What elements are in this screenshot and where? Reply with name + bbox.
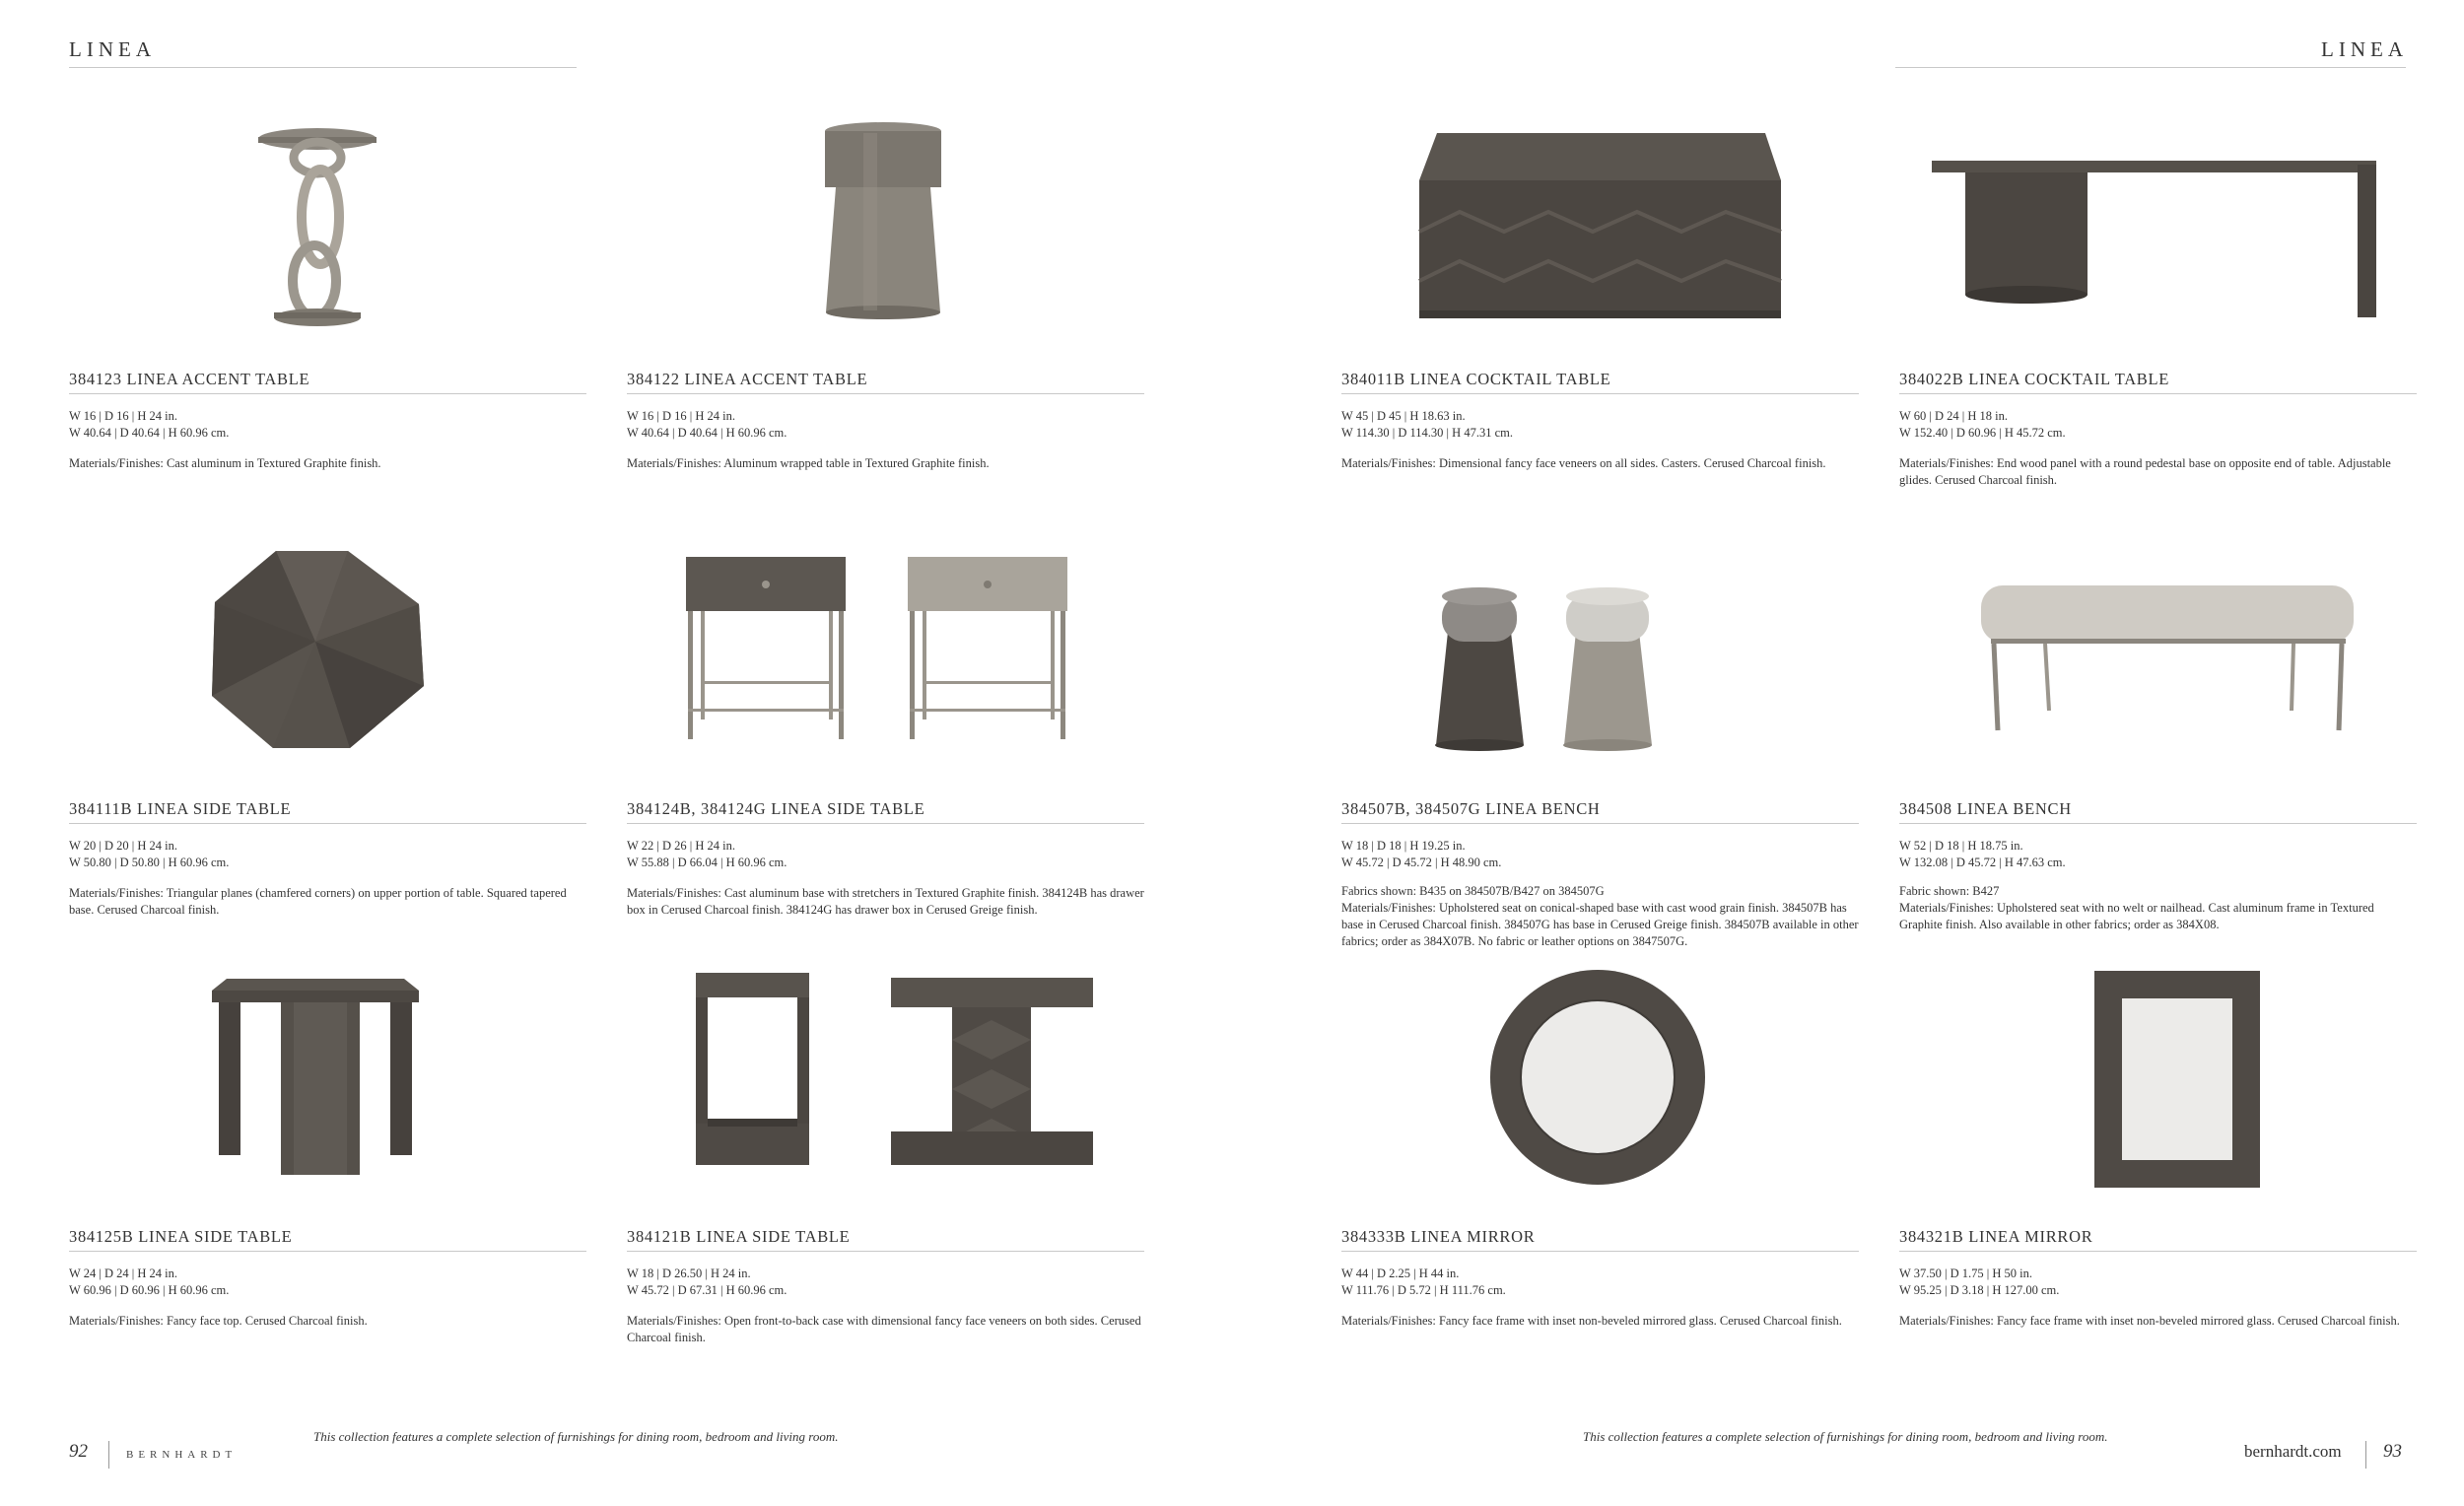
- right-header-rule: [1895, 67, 2406, 68]
- product-image: [1899, 533, 2417, 799]
- product-dimensions: [627, 838, 1144, 871]
- product-image: [69, 103, 586, 370]
- dimensions-inches: W 37.50 | D 1.75 | H 50 in.: [1899, 1266, 2032, 1280]
- product-image: [69, 961, 586, 1227]
- left-footer-divider: [108, 1441, 109, 1469]
- product-materials: Materials/Finishes: Open front-to-back case with dimensional fancy face veneers on both sides. Cerused Charcoal finish.: [627, 1314, 1141, 1344]
- dimensions-inches: W 16 | D 16 | H 24 in.: [627, 409, 735, 423]
- side-table-drawer-pair-illustration: [627, 533, 1144, 799]
- product-card-384022B: [1899, 103, 2417, 489]
- dimensions-cm: W 50.80 | D 50.80 | H 60.96 cm.: [69, 856, 230, 869]
- dimensions-cm: W 114.30 | D 114.30 | H 47.31 cm.: [1341, 426, 1513, 440]
- product-image: [1341, 961, 1859, 1227]
- dimensions-inches: W 20 | D 20 | H 24 in.: [69, 839, 177, 853]
- product-dimensions: [69, 408, 586, 442]
- product-title: 384507B, 384507G LINEA BENCH: [1341, 799, 1859, 824]
- product-materials: Materials/Finishes: Cast aluminum base with stretchers in Textured Graphite finish. 384124B has drawer box in Cerused Charcoal finish. 384124G has drawer box in Cerused Greige finish.: [627, 886, 1144, 917]
- right-collection-note: This collection features a complete selection of furnishings for dining room, bedroom and living room.: [1583, 1429, 2108, 1444]
- product-dimensions: [1899, 1266, 2417, 1299]
- product-title: 384321B LINEA MIRROR: [1899, 1227, 2417, 1252]
- accent-table-drum-illustration: [627, 103, 1144, 370]
- dimensions-inches: W 22 | D 26 | H 24 in.: [627, 839, 735, 853]
- product-title: 384122 LINEA ACCENT TABLE: [627, 370, 1144, 394]
- product-card-384321B: [1899, 961, 2417, 1330]
- product-dimensions: [1899, 838, 2417, 871]
- product-dimensions: [69, 838, 586, 871]
- bench-long-illustration: [1899, 533, 2417, 799]
- dimensions-cm: W 45.72 | D 45.72 | H 48.90 cm.: [1341, 856, 1502, 869]
- dimensions-inches: W 52 | D 18 | H 18.75 in.: [1899, 839, 2023, 853]
- product-dimensions: [627, 1266, 1144, 1299]
- product-dimensions: [1341, 1266, 1859, 1299]
- product-materials: Materials/Finishes: Aluminum wrapped table in Textured Graphite finish.: [627, 456, 990, 470]
- product-card-384011B: [1341, 103, 1859, 472]
- dimensions-inches: W 44 | D 2.25 | H 44 in.: [1341, 1266, 1460, 1280]
- product-image: [1899, 103, 2417, 370]
- product-card-384111B: [69, 533, 586, 919]
- left-page-title: LINEA: [69, 37, 156, 61]
- dimensions-inches: W 18 | D 18 | H 19.25 in.: [1341, 839, 1466, 853]
- product-dimensions: [1899, 408, 2417, 442]
- dimensions-cm: W 60.96 | D 60.96 | H 60.96 cm.: [69, 1283, 230, 1297]
- dimensions-cm: W 132.08 | D 45.72 | H 47.63 cm.: [1899, 856, 2066, 869]
- product-title: 384011B LINEA COCKTAIL TABLE: [1341, 370, 1859, 394]
- dimensions-cm: W 152.40 | D 60.96 | H 45.72 cm.: [1899, 426, 2066, 440]
- website-link[interactable]: bernhardt.com: [2244, 1442, 2342, 1461]
- left-collection-note: This collection features a complete selection of furnishings for dining room, bedroom and living room.: [313, 1429, 839, 1444]
- side-table-faceted-illustration: [69, 533, 586, 799]
- dimensions-cm: W 45.72 | D 67.31 | H 60.96 cm.: [627, 1283, 787, 1297]
- product-materials: Materials/Finishes: Fancy face top. Cerused Charcoal finish.: [69, 1314, 368, 1328]
- product-card-384121B: [627, 961, 1144, 1346]
- product-materials: Materials/Finishes: Cast aluminum in Textured Graphite finish.: [69, 456, 381, 470]
- product-materials: Materials/Finishes: Upholstered seat with no welt or nailhead. Cast aluminum frame in Textured Graphite finish. Also available in other fabrics; order as 384X08.: [1899, 901, 2374, 931]
- dimensions-cm: W 40.64 | D 40.64 | H 60.96 cm.: [69, 426, 230, 440]
- product-title: 384123 LINEA ACCENT TABLE: [69, 370, 586, 394]
- dimensions-inches: W 18 | D 26.50 | H 24 in.: [627, 1266, 751, 1280]
- product-card-384507B-G: [1341, 533, 1859, 950]
- left-header-rule: [69, 67, 577, 68]
- product-title: 384121B LINEA SIDE TABLE: [627, 1227, 1144, 1252]
- right-page-number: 93: [2383, 1441, 2402, 1462]
- product-image: [1899, 961, 2417, 1227]
- product-title: 384508 LINEA BENCH: [1899, 799, 2417, 824]
- product-dimensions: [627, 408, 1144, 442]
- product-dimensions: [1341, 838, 1859, 871]
- product-materials: Materials/Finishes: Triangular planes (chamfered corners) on upper portion of table. Squared tapered base. Cerused Charcoal finish.: [69, 886, 567, 917]
- product-card-384122: [627, 103, 1144, 472]
- right-footer-divider: [2365, 1441, 2366, 1469]
- cocktail-table-cube-illustration: [1341, 103, 1859, 370]
- left-page-number: 92: [69, 1441, 88, 1462]
- dimensions-cm: W 55.88 | D 66.04 | H 60.96 cm.: [627, 856, 787, 869]
- dimensions-inches: W 24 | D 24 | H 24 in.: [69, 1266, 177, 1280]
- product-card-384125B: [69, 961, 586, 1330]
- product-title: 384111B LINEA SIDE TABLE: [69, 799, 586, 824]
- product-image: [1341, 533, 1859, 799]
- side-table-panel-legs-illustration: [69, 961, 586, 1227]
- dimensions-cm: W 40.64 | D 40.64 | H 60.96 cm.: [627, 426, 787, 440]
- side-table-open-case-illustration: [627, 961, 1144, 1227]
- product-fabric: Fabric shown: B427: [1899, 884, 2000, 898]
- product-materials: Materials/Finishes: Dimensional fancy face veneers on all sides. Casters. Cerused Charcoal finish.: [1341, 456, 1826, 470]
- mirror-round-illustration: [1341, 961, 1859, 1227]
- product-materials: Materials/Finishes: Fancy face frame with inset non-beveled mirrored glass. Cerused Charcoal finish.: [1341, 1314, 1842, 1328]
- dimensions-cm: W 111.76 | D 5.72 | H 111.76 cm.: [1341, 1283, 1506, 1297]
- mirror-rectangular-illustration: [1899, 961, 2417, 1227]
- dimensions-cm: W 95.25 | D 3.18 | H 127.00 cm.: [1899, 1283, 2060, 1297]
- dimensions-inches: W 60 | D 24 | H 18 in.: [1899, 409, 2008, 423]
- product-image: [627, 961, 1144, 1227]
- product-card-384508: [1899, 533, 2417, 933]
- right-page-title: LINEA: [2321, 37, 2408, 61]
- product-image: [1341, 103, 1859, 370]
- product-title: 384124B, 384124G LINEA SIDE TABLE: [627, 799, 1144, 824]
- product-title: 384125B LINEA SIDE TABLE: [69, 1227, 586, 1252]
- bench-stool-pair-illustration: [1341, 533, 1859, 799]
- brand-wordmark: BERNHARDT: [126, 1449, 238, 1461]
- product-materials: Materials/Finishes: End wood panel with a round pedestal base on opposite end of table. Adjustable glides. Cerused Charcoal finish.: [1899, 456, 2391, 487]
- product-title: 384333B LINEA MIRROR: [1341, 1227, 1859, 1252]
- cocktail-table-pedestal-illustration: [1899, 103, 2417, 370]
- product-card-384333B: [1341, 961, 1859, 1330]
- dimensions-inches: W 45 | D 45 | H 18.63 in.: [1341, 409, 1466, 423]
- accent-table-chain-illustration: [69, 103, 586, 370]
- product-image: [627, 103, 1144, 370]
- product-image: [627, 533, 1144, 799]
- product-card-384124B-G: [627, 533, 1144, 919]
- product-card-384123: [69, 103, 586, 472]
- product-materials: Materials/Finishes: Upholstered seat on conical-shaped base with cast wood grain finish. 384507B has base in Cerused Charcoal finish. 384507G has base in Cerused Greige finish. 384507B available in other fabrics; order as 384X07B. No fabric or leather options on 3847507G.: [1341, 901, 1859, 948]
- dimensions-inches: W 16 | D 16 | H 24 in.: [69, 409, 177, 423]
- product-fabric: Fabrics shown: B435 on 384507B/B427 on 384507G: [1341, 884, 1605, 898]
- product-dimensions: [1341, 408, 1859, 442]
- product-materials: Materials/Finishes: Fancy face frame with inset non-beveled mirrored glass. Cerused Charcoal finish.: [1899, 1314, 2400, 1328]
- product-title: 384022B LINEA COCKTAIL TABLE: [1899, 370, 2417, 394]
- product-dimensions: [69, 1266, 586, 1299]
- product-image: [69, 533, 586, 799]
